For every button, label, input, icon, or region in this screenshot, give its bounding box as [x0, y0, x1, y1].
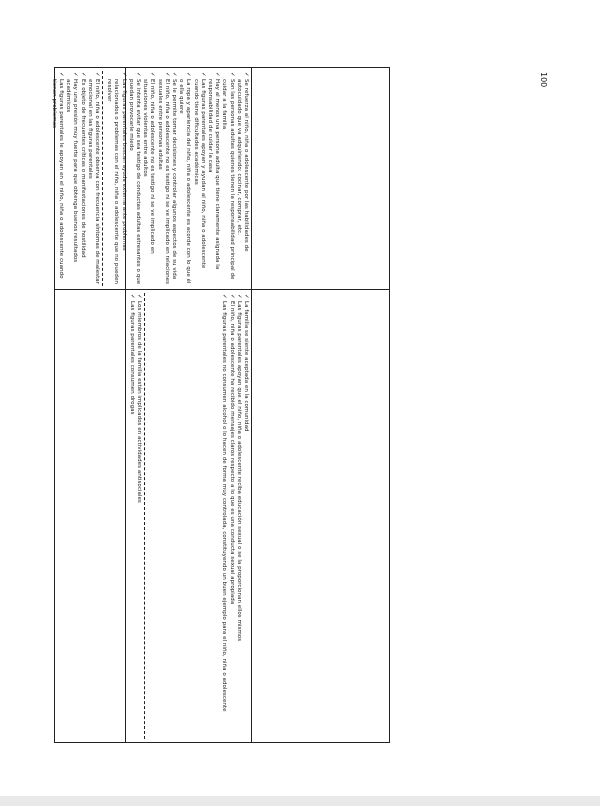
list-item-text: Las figuras parentales consumen drogas: [129, 301, 136, 415]
list-item-text: Las figuras parentales le apoyan en el niño, niña o adolescente cuando tienen problemas: [50, 79, 64, 279]
list-item-text: El niño, niña o adolescente no es testigo ni se ve implicado en situaciones violentas entre adultos: [142, 79, 156, 254]
list-item: [128, 294, 135, 738]
checkmark-icon: ✓: [228, 72, 235, 77]
left-lower-list: [50, 72, 100, 285]
right-cell-upper-section: [145, 290, 251, 742]
list-item: [227, 294, 234, 738]
checkmark-icon: ✓: [199, 72, 206, 77]
table-row-middle: [50, 68, 251, 742]
list-item-text: El niño, niña o adolescente observa con frecuencia síntomas de malestar emocional en las figuras parentales: [86, 79, 100, 284]
list-item: [155, 72, 169, 285]
list-item-text: Se le permite tomar decisiones y controlar algunos aspectos de su vida: [170, 79, 177, 280]
list-item-text: La familia se siente aceptada en la comunidad: [243, 301, 249, 432]
list-item: [141, 72, 155, 285]
checkmark-icon: ✓: [243, 72, 249, 77]
list-item: [177, 72, 191, 285]
list-item-text: Las figuras parentales apoyan que el niño, niña o adolescente reciba educación sexual o se la proporcionan ellos mismos: [235, 301, 242, 642]
list-item-text: Las figuras parentales apoyan y ayudan al niño, niña o adolescente cuando tiene dificultades académicas: [192, 79, 206, 269]
list-item: [220, 72, 234, 285]
page-number: 100: [539, 72, 548, 88]
checkmark-icon: ✓: [170, 72, 177, 77]
checkmark-icon: ✓: [79, 72, 86, 77]
left-upper-list: [105, 72, 249, 285]
checkmark-icon: ✓: [185, 72, 192, 77]
checkmark-icon: ✓: [134, 72, 141, 77]
list-item-text: Las figuras parentales no consumen alcohol o lo hacen de forma muy controlada, constituyendo un buen ejemplo para el niño, niña o adolescente: [221, 301, 228, 712]
list-item: [206, 72, 220, 285]
checkmark-icon: ✓: [149, 72, 156, 77]
list-item: [135, 294, 142, 738]
left-cell-lower-section: [48, 68, 102, 289]
list-item-text: Se refuerza al niño, niña o adolescente por las habilidades de autocuidado que va adquiriendo: cocinar, comprar, etc.: [235, 79, 249, 252]
dashed-divider: [144, 293, 145, 739]
list-item: [220, 294, 227, 738]
right-cell-lower-section: [126, 290, 144, 742]
list-item: [64, 72, 78, 285]
list-item: [86, 72, 100, 285]
checkmark-icon: ✓: [129, 294, 136, 299]
left-cell-upper-section: [103, 68, 251, 289]
criteria-table: [50, 67, 390, 743]
list-item-text: Las figuras parentales buscan ayuda externa ante problemas relacionados o problemas con el niño, niña o adolescente que no pueden resolver: [106, 79, 127, 284]
table-cell-bottom-right: [55, 290, 125, 742]
checkmark-icon: ✓: [93, 72, 100, 77]
list-item-text: Hay una presión muy fuerte para que obtenga buenos resultados académicos: [65, 79, 79, 263]
list-item: [78, 72, 85, 285]
list-item-text: Son las personas adultas quienes tienen la responsabilidad principal de cuidar a la familia: [221, 79, 235, 280]
list-item-text: Hay al menos una persona adulta que tiene claramente asignada la responsabilidad de cuidar la casa: [206, 79, 221, 270]
list-item-text: Los miembros de la familia están implicados en actividades antisociales: [136, 301, 143, 503]
checkmark-icon: ✓: [72, 72, 79, 77]
list-item-text: El niño, niña o adolescente no es testigo ni se ve implicado en relaciones sexuales entre personas adultas: [156, 79, 170, 285]
table-cell-middle-right: [126, 290, 251, 742]
list-item: [235, 294, 242, 738]
checkmark-icon: ✓: [214, 72, 221, 77]
right-lower-list: [128, 294, 142, 738]
table-cell-top-left: [252, 68, 389, 290]
list-item: [170, 72, 177, 285]
checkmark-icon: ✓: [163, 72, 170, 77]
checkmark-icon: ✓: [120, 72, 127, 77]
right-upper-list: [220, 294, 249, 738]
list-item: [191, 72, 205, 285]
list-item: [235, 72, 249, 285]
list-item: [50, 72, 64, 285]
table-cell-top-right: [252, 290, 389, 742]
checkmark-icon: ✓: [243, 294, 249, 299]
list-item-text: La ropa y apariencia del niño, niña o adolescente es acorde con lo que él o ella quiere: [178, 79, 192, 284]
bottom-band: [0, 796, 600, 806]
checkmark-icon: ✓: [221, 294, 228, 299]
list-item: [105, 72, 127, 285]
checkmark-icon: ✓: [136, 294, 143, 299]
checkmark-icon: ✓: [228, 294, 235, 299]
list-item-text: Se intenta evitar que sea testigo de conductas adultas estresantes o que puedan provocarle miedo: [127, 79, 141, 285]
list-item-text: El niño, niña o adolescente ha recibido mensajes claros respecto a lo que es una conducta sexual apropiada: [228, 301, 235, 605]
checkmark-icon: ✓: [57, 72, 64, 77]
checkmark-icon: ✓: [235, 294, 242, 299]
list-item-text: Es objeto de frecuentes críticas o manifestaciones de hostilidad: [79, 79, 86, 258]
list-item: [127, 72, 141, 285]
table-row-top: [251, 68, 389, 742]
table-cell-middle-left: [50, 68, 251, 290]
list-item: [242, 294, 249, 738]
